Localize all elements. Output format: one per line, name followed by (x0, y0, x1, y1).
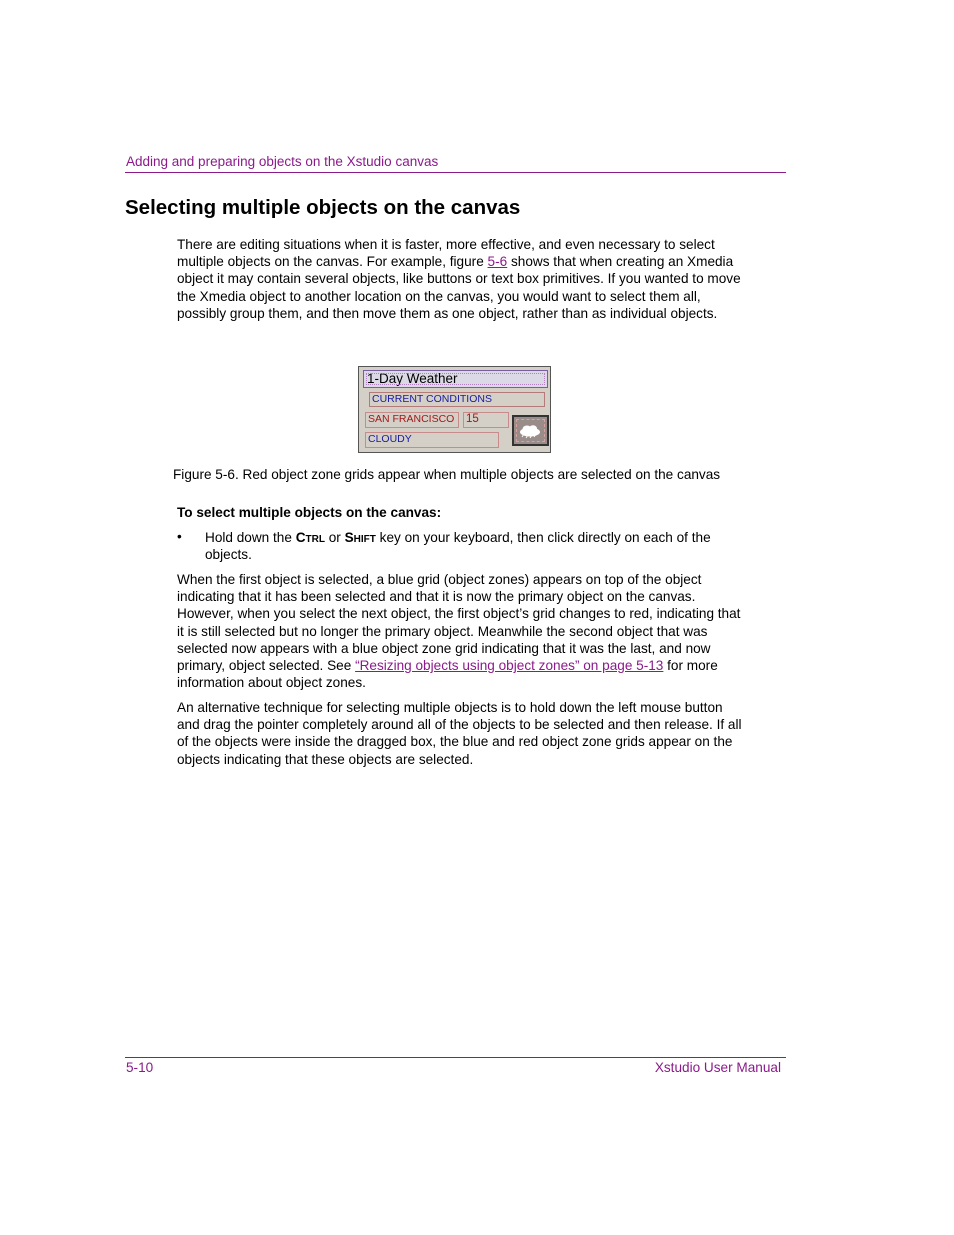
bullet-marker: • (177, 529, 182, 544)
figure-city-box: SAN FRANCISCO (365, 412, 459, 428)
figure-weather-title: 1-Day Weather (363, 370, 548, 388)
figure-conditions-box: CURRENT CONDITIONS (369, 392, 545, 407)
manual-title: Xstudio User Manual (654, 1060, 781, 1075)
footer-rule (125, 1057, 786, 1058)
page-number: 5-10 (126, 1060, 154, 1075)
cloud-icon (514, 417, 547, 444)
weather-figure (358, 366, 551, 453)
figure-temp-box: 15 (463, 412, 509, 428)
figure-caption: Figure 5-6. Red object zone grids appear when multiple objects are selected on the canvas (173, 467, 721, 482)
procedure-step: Hold down the Ctrl or Shift key on your keyboard, then click directly on each of the objects. (205, 530, 711, 563)
procedure-heading: To select multiple objects on the canvas: (177, 505, 442, 520)
drag-select-paragraph: An alternative technique for selecting multiple objects is to hold down the left mouse button and drag the pointer completely around all of the objects to be selected and then release. If all of the objects were inside the dragged box, the blue and red object zone grids appear on the objects indicating that these objects are selected. (177, 700, 742, 767)
figure-sky-box: CLOUDY (365, 432, 499, 448)
shift-key: Shift (344, 530, 376, 545)
ctrl-key: Ctrl (295, 530, 325, 545)
intro-paragraph: There are editing situations when it is faster, more effective, and even necessary to select multiple objects on the canvas. For example, figure 5-6 shows that when creating an Xmedia object it may contain several objects, like buttons or text box primitives. If you wanted to move the Xmedia object to another location on the canvas, you would want to select them all, possibly group them, and then move them as one object, rather than as individual objects. (177, 237, 741, 321)
header-rule (125, 172, 786, 173)
running-header: Adding and preparing objects on the Xstudio canvas (126, 154, 439, 169)
figure-link[interactable]: 5-6 (487, 254, 508, 270)
page-title: Selecting multiple objects on the canvas (125, 196, 521, 219)
object-zones-paragraph: When the first object is selected, a blue grid (object zones) appears on top of the object indicating that it has been selected and that it is now the primary object on the canvas. However, when you select the next object, the first object’s grid changes to red, indicating that it is still selected but no longer the primary object. Meanwhile the second object that was selected now appears with a blue object zone grid indicating that it was the last, and now primary, object selected. See “Resizing objects using object zones” on page 5-13 for more information about object zones. (177, 572, 741, 691)
figure-weather-icon-box (512, 415, 549, 446)
resizing-link[interactable]: “Resizing objects using object zones” on page 5-13 (355, 658, 664, 674)
